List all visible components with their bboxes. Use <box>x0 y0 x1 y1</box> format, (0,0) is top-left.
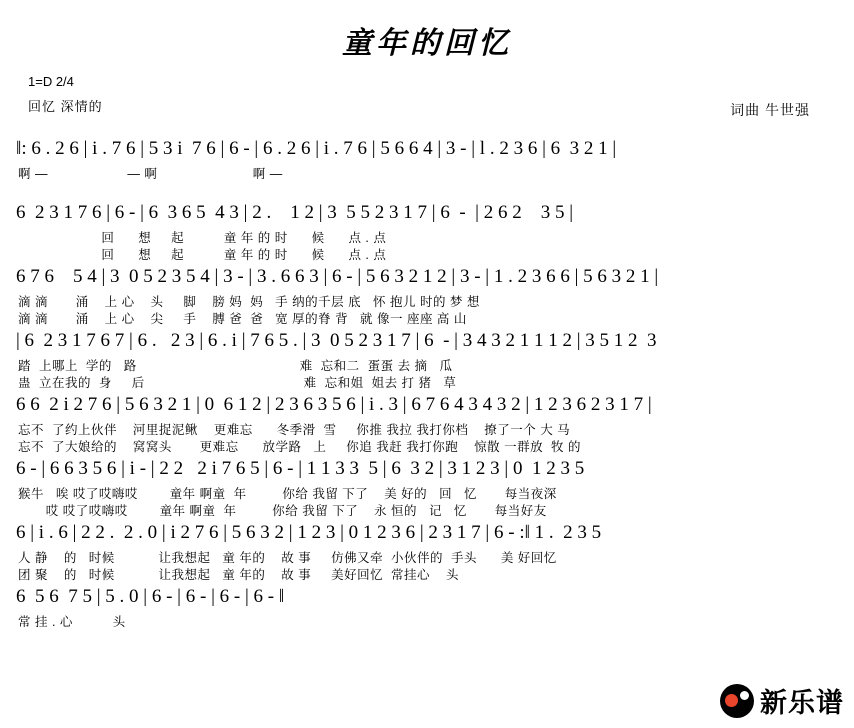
lyric-line-1: 忘不 了约上伙伴 河里捉泥鳅 更难忘 冬季滑 雪 你推 我拉 我打你档 撩了一个 大 马 <box>18 423 571 437</box>
lyric-line-2: 团 聚 的 时候 让我想起 童 年的 故 事 美好回忆 常挂心 头 <box>18 568 459 582</box>
lyric-line-2: 哎 哎了哎嗨哎 童年 啊童 年 你给 我留 下了 永 恒的 记 忆 每当好友 <box>18 504 547 518</box>
score-metadata-left <box>28 74 103 115</box>
score-row <box>0 520 854 584</box>
lyric-line-2: 蛊 立在我的 身 后 难 忘和姐 姐去 打 猪 草 <box>18 376 457 390</box>
brand-logo-icon <box>720 684 754 718</box>
score-row <box>0 200 854 264</box>
sheet-music-page <box>0 18 854 728</box>
score-body <box>0 136 854 648</box>
notation-line: ‖: 6 . 2 6 | i . 7 6 | 5 3 i 7 6 | 6 - | 6 . 2 6 | i . 7 6 | 5 6 6 4 | 3 - | l . 2 3 6 | 6 3 2 1 | <box>16 138 617 159</box>
credits: 词曲 牛世强 <box>730 102 810 118</box>
notation-line: 6 7 6 5 4 | 3 0 5 2 3 5 4 | 3 - | 3 . 6 6 3 | 6 - | 5 6 3 2 1 2 | 3 - | 1 . 2 3 6 6 | 5 6 3 2 1 | <box>16 266 659 287</box>
notation-line: 6 2 3 1 7 6 | 6 - | 6 3 6 5 4 3 | 2 . 1 2 | 3 5 5 2 3 1 7 | 6 - | 2 6 2 3 5 | <box>16 202 574 223</box>
notation-line: | 6 2 3 1 7 6 7 | 6 . 2 3 | 6 . i | 7 6 5 . | 3 0 5 2 3 1 7 | 6 - | 3 4 3 2 1 1 1 2 | 3 5 1 2 3 <box>16 330 657 351</box>
lyric-line-1: 啊 — — 啊 啊 — <box>18 167 283 181</box>
score-row <box>0 456 854 520</box>
lyric-line-2: 滴 滴 涌 上 心 尖 手 膊 爸 爸 宽 厚的脊 背 就 像一 座座 高 山 <box>18 312 467 326</box>
lyric-line-1: 常 挂 . 心 头 <box>18 615 126 629</box>
page-title: 童年的回忆 <box>342 27 512 60</box>
site-watermark <box>720 681 844 720</box>
key-signature: 1=D 2/4 <box>28 74 74 89</box>
lyric-line-2: 忘不 了大娘给的 窝窝头 更难忘 放学路 上 你追 我赶 我打你跑 惊散 一群放 牧 的 <box>18 440 581 454</box>
lyric-line-1: 回 想 起 童 年 的 时 候 点 . 点 <box>18 231 387 245</box>
expression-marking: 回忆 深情的 <box>28 99 103 114</box>
brand-name: 新乐谱 <box>760 688 844 718</box>
score-row <box>0 584 854 648</box>
lyric-line-2: 回 想 起 童 年 的 时 候 点 . 点 <box>18 248 387 262</box>
score-row <box>0 328 854 392</box>
notation-line: 6 | i . 6 | 2 2 . 2 . 0 | i 2 7 6 | 5 6 3 2 | 1 2 3 | 0 1 2 3 6 | 2 3 1 7 | 6 - :‖ 1 . 2 3 5 <box>16 522 602 543</box>
lyric-line-1: 猴牛 唉 哎了哎嗨哎 童年 啊童 年 你给 我留 下了 美 好的 回 忆 每当夜深 <box>18 487 557 501</box>
lyric-line-1: 滴 滴 涌 上 心 头 脚 膀 妈 妈 手 纳的千层 底 怀 抱儿 时的 梦 想 <box>18 295 480 309</box>
score-row <box>0 136 854 200</box>
lyric-line-1: 人 静 的 时候 让我想起 童 年的 故 事 仿佛又牵 小伙伴的 手头 美 好回忆 <box>18 551 557 565</box>
notation-line: 6 5 6 7 5 | 5 . 0 | 6 - | 6 - | 6 - | 6 - ‖ <box>16 586 285 607</box>
notation-line: 6 6 2 i 2 7 6 | 5 6 3 2 1 | 0 6 1 2 | 2 3 6 3 5 6 | i . 3 | 6 7 6 4 3 4 3 2 | 1 2 3 6 2 3 1 7 | <box>16 394 652 415</box>
lyric-line-1: 踏 上哪上 学的 路 难 忘和二 蛋蛋 去 摘 瓜 <box>18 359 453 373</box>
score-row <box>0 392 854 456</box>
score-row <box>0 264 854 328</box>
notation-line: 6 - | 6 6 3 5 6 | i - | 2 2 2 i 7 6 5 | 6 - | 1 1 3 3 5 | 6 3 2 | 3 1 2 3 | 0 1 2 3 5 <box>16 458 585 479</box>
